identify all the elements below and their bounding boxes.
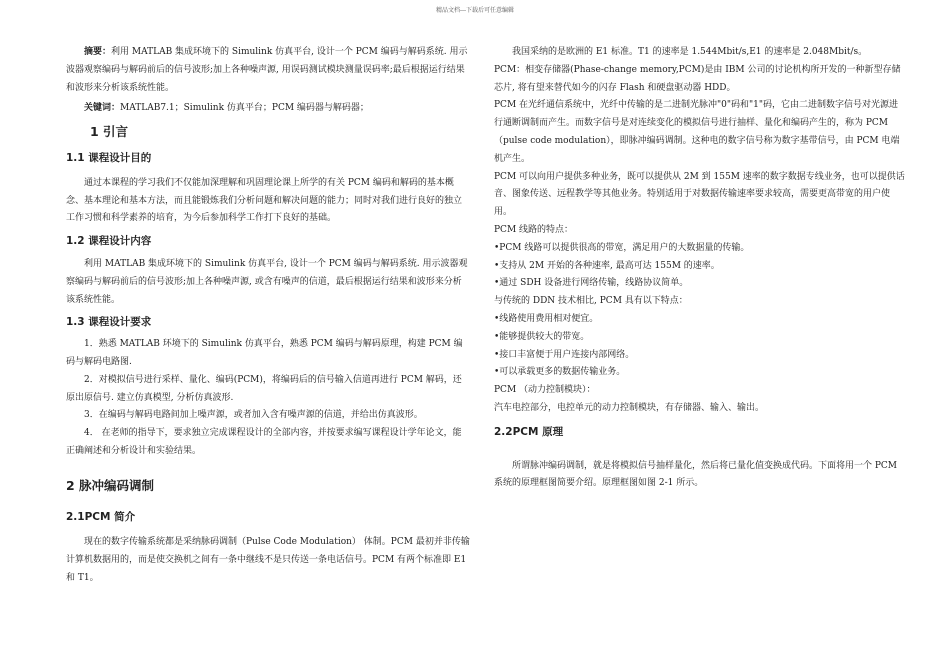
section-1-3-title: 1.3 课程设计要求 <box>66 316 152 329</box>
left-column <box>66 44 470 588</box>
list-item: •接口丰富便于用户连接内部网络。 <box>494 349 635 360</box>
e1-standard-text: 我国采纳的是欧洲的 E1 标准。T1 的速率是 1.544Mbit/s,E1 的速率是 2.048Mbit/s。 <box>512 47 868 57</box>
section-1-2-text: 利用 MATLAB 集成环境下的 Simulink 仿真平台, 设计一个 PCM 编码与解码系统. 用示波器观察编码与解码前后的信号波形;加上各种噪声源, 或含有噪声的信道，最后根据运行结果和波形来分析该系统性能。 <box>66 258 468 305</box>
requirement-item-1: 1．熟悉 MATLAB 环境下的 Simulink 仿真平台，熟悉 PCM 编码与解码原理，构建 PCM 编码与解码电路图. <box>66 339 463 367</box>
ddn-comparison-text: 与传统的 DDN 技术相比, PCM 具有以下特点： <box>494 296 688 307</box>
abstract-paragraph <box>66 44 470 97</box>
section-1-1-text: 通过本课程的学习我们不仅能加深理解和巩固理论课上所学的有关 PCM 编码和解码的基本概念、基本理论和基本方法，而且能锻炼我们分析问题和解决问题的能力；同时对我们进行良好的独立工作习惯和科学素养的培育，为今后参加科学工作打下良好的基础。 <box>66 177 463 224</box>
keywords-label: 关键词： <box>84 103 121 114</box>
section-1-1-title: 1.1 课程设计目的 <box>66 151 152 164</box>
keywords-text: MATLAB7.1；Simulink 仿真平台；PCM 编码器与解码器； <box>120 103 369 114</box>
list-item: •线路使用费用相对便宜。 <box>494 313 599 324</box>
section-2-1-text: 现在的数字传输系统都是采纳脉码调制（Pulse Code Modulation） 体制。PCM 最初并非传输计算机数据用的，而是使交换机之间有一条中继线不是只传送一条电话信号。PCM 有两个标准即 E1 和 T1。 <box>66 537 470 583</box>
pcm-optical-text: PCM 在光纤通信系统中，光纤中传输的是二进制光脉冲"0"码和"1"码，它由二进制数字信号对光源进行通断调制而产生。而数字信号是对连续变化的模拟信号进行抽样、量化和编码产生的，称为 PCM（pulse code modulation），即脉冲编码调制。这种电的数字信号称为数字基带信号，由 PCM 电端机产生。 <box>494 100 900 164</box>
list-item: •可以承载更多的数据传输业务。 <box>494 367 626 378</box>
section-2-1-title: 2.1PCM 简介 <box>66 510 136 523</box>
pcm-services-text: PCM 可以向用户提供多种业务，既可以提供从 2M 到 155M 速率的数字数据专线业务，也可以提供话音、图象传送、远程教学等其他业务。特别适用于对数据传输速率要求较高，需要更高带宽的用户使用。 <box>494 171 905 218</box>
section-2-2-title: 2.2PCM 原理 <box>494 425 564 438</box>
list-item: •能够提供较大的带宽。 <box>494 331 590 342</box>
section-1-2-title: 1.2 课程设计内容 <box>66 235 152 248</box>
list-item: •PCM 线路可以提供很高的带宽，满足用户的大数据量的传输。 <box>494 242 750 253</box>
keywords-paragraph <box>66 100 470 118</box>
section-2-2-text: 所谓脉冲编码调制，就是将模拟信号抽样量化，然后将已量化值变换成代码。下面将用一个 PCM 系统的原理框图简要介绍。原理框图如图 2-1 所示。 <box>494 460 898 489</box>
pcm-memory-text: PCM：相变存储器(Phase-change memory,PCM)是由 IBM 公司的讨论机构所开发的一种新型存储芯片, 将有望来替代如今的闪存 Flash 和硬盘驱动器 HDD。 <box>494 64 901 93</box>
pcm-powertrain-text: 汽车电控部分，电控单元的动力控制模块，有存储器、输入、输出。 <box>494 402 765 413</box>
list-item: •通过 SDH 设备进行网络传输，线路协议简单。 <box>494 278 689 289</box>
pcm-powertrain-heading: PCM （动力控制模块）： <box>494 385 596 396</box>
section-1-title: 1 引言 <box>90 124 129 140</box>
abstract-label: 摘要： <box>84 47 112 57</box>
page-header: 精品文档---下载后可任意编辑 <box>435 7 515 14</box>
requirement-item-4: 4． 在老师的指导下，要求独立完成课程设计的全部内容，并按要求编写课程设计学年论文，能正确阐述和分析设计和实验结果。 <box>66 428 462 456</box>
list-item: •支持从 2M 开始的各种速率, 最高可达 155M 的速率。 <box>494 260 720 271</box>
requirement-item-2: 2．对模拟信号进行采样、量化、编码(PCM)，将编码后的信号输入信道再进行 PCM 解码，还原出原信号. 建立仿真模型, 分析仿真波形. <box>66 374 462 403</box>
section-2-title: 2 脉冲编码调制 <box>66 477 155 493</box>
pcm-line-features-heading: PCM 线路的特点： <box>494 224 574 235</box>
abstract-text: 利用 MATLAB 集成环境下的 Simulink 仿真平台, 设计一个 PCM 编码与解码系统. 用示波器观察编码与解码前后的信号波形;加上各种噪声源, 用误码测试模块测量误码率;最后根据运行结果和波形来分析该系统性能。 <box>66 47 468 93</box>
right-column <box>494 44 906 493</box>
requirement-item-3: 3．在编码与解码电路间加上噪声源，或者加入含有噪声源的信道，并给出仿真波形。 <box>84 410 423 421</box>
